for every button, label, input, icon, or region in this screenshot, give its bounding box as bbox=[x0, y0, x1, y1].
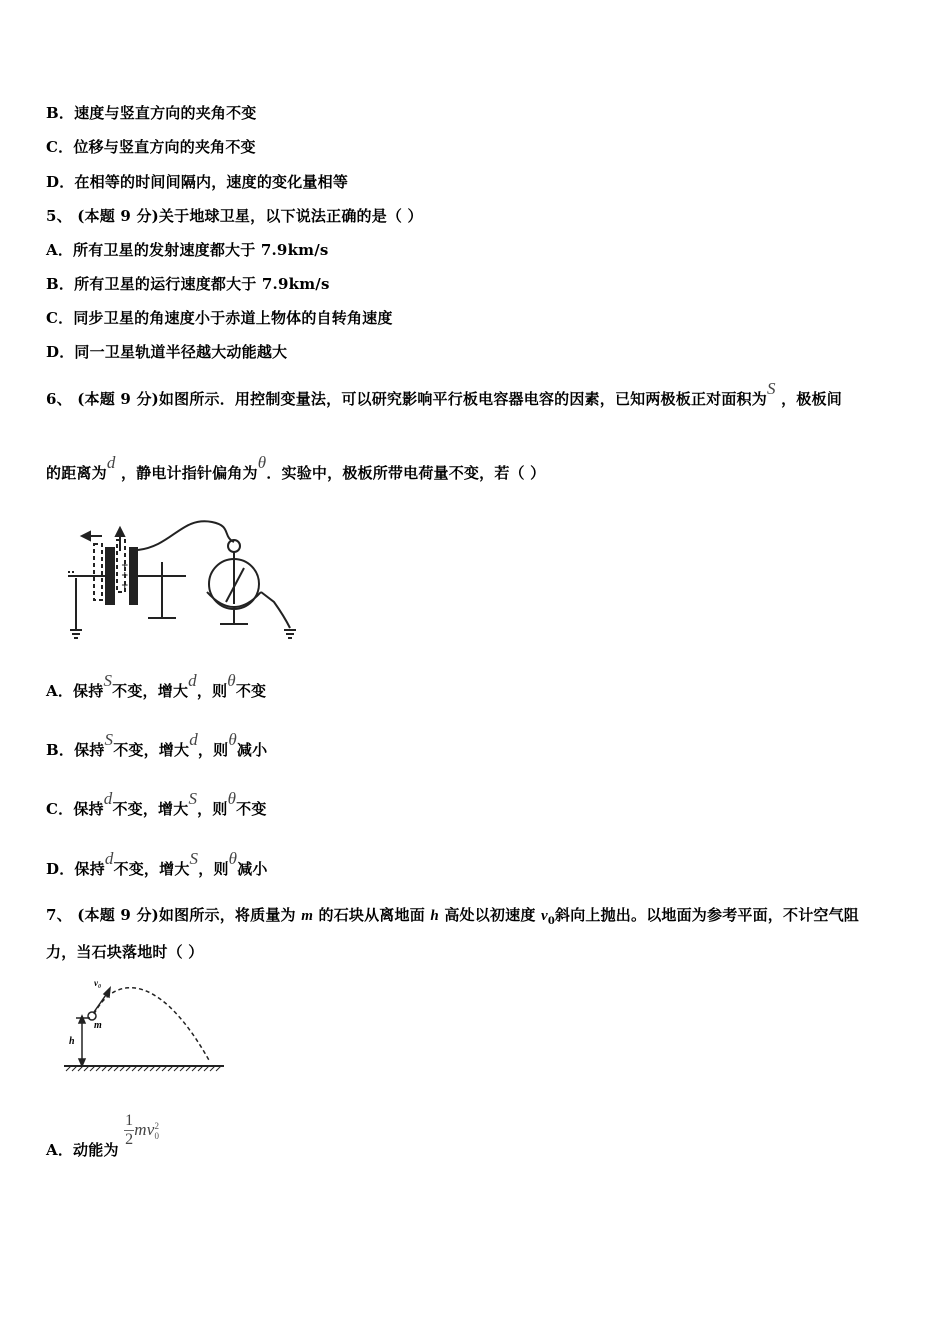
q5-option-a: A．所有卫星的发射速度都大于 7.9km/s bbox=[46, 241, 329, 259]
stone bbox=[88, 1012, 96, 1020]
q5-option-b: B．所有卫星的运行速度都大于 7.9km/s bbox=[46, 275, 330, 293]
svg-text:+: + bbox=[121, 581, 129, 591]
label-m: m bbox=[94, 1020, 102, 1031]
fixed-plate bbox=[130, 548, 137, 604]
arrow-up-head bbox=[116, 528, 124, 536]
symbol-s: S bbox=[766, 379, 776, 398]
arrow-left-head bbox=[82, 532, 90, 540]
q5-stem: 5、 (本题 9 分)关于地球卫星，以下说法正确的是（ ） bbox=[46, 207, 423, 225]
q6-stem-line1: 6、 (本题 9 分)如图所示．用控制变量法，可以研究影响平行板电容器电容的因素，已知两极板正对面积为S ，极板间 bbox=[46, 379, 842, 408]
q7-stem-line1: 7、 (本题 9 分)如图所示，将质量为 m 的石块从离地面 h 高处以初速度 $v_0$斜向上抛出。以地面为参考平面，不计空气阻 bbox=[46, 906, 860, 927]
svg-text:+: + bbox=[121, 561, 129, 571]
q6-option-d: D．保持d不变，增大S，则θ减小 bbox=[46, 849, 268, 878]
projectile-figure bbox=[60, 974, 230, 1074]
fraction-half: $\frac{1}{2}$ bbox=[125, 1112, 134, 1148]
symbol-d: d bbox=[106, 453, 116, 472]
q4-option-b: B．速度与竖直方向的夹角不变 bbox=[46, 104, 257, 122]
q7-stem-line2: 力，当石块落地时（ ） bbox=[46, 943, 204, 961]
q5-option-d: D．同一卫星轨道半径越大动能越大 bbox=[46, 343, 288, 361]
q6-option-a: A．保持S不变，增大d，则θ不变 bbox=[46, 671, 267, 700]
capacitor-electrometer-figure bbox=[62, 506, 314, 652]
q6-option-b: B．保持S不变，增大d，则θ减小 bbox=[46, 730, 268, 759]
q6-option-c: C．保持d不变，增大S，则θ不变 bbox=[46, 789, 267, 818]
symbol-theta: θ bbox=[257, 453, 267, 472]
q5-option-c: C．同步卫星的角速度小于赤道上物体的自转角速度 bbox=[46, 309, 393, 327]
label-v0: v₀ bbox=[94, 978, 102, 988]
dashed-plate-left bbox=[94, 544, 102, 600]
q6-stem-line2: 的距离为d ，静电计指针偏角为θ．实验中，极板所带电荷量不变，若（ ） bbox=[46, 453, 546, 482]
q4-option-c: C．位移与竖直方向的夹角不变 bbox=[46, 138, 256, 156]
movable-plate bbox=[106, 548, 114, 604]
svg-text:+: + bbox=[121, 571, 129, 581]
q4-option-d: D．在相等的时间间隔内，速度的变化量相等 bbox=[46, 173, 349, 191]
trajectory-path bbox=[94, 988, 210, 1062]
q7-option-a: A．动能为 $\frac{1}{2}$ mv 2 0 bbox=[46, 1112, 160, 1159]
label-h: h bbox=[69, 1036, 75, 1047]
